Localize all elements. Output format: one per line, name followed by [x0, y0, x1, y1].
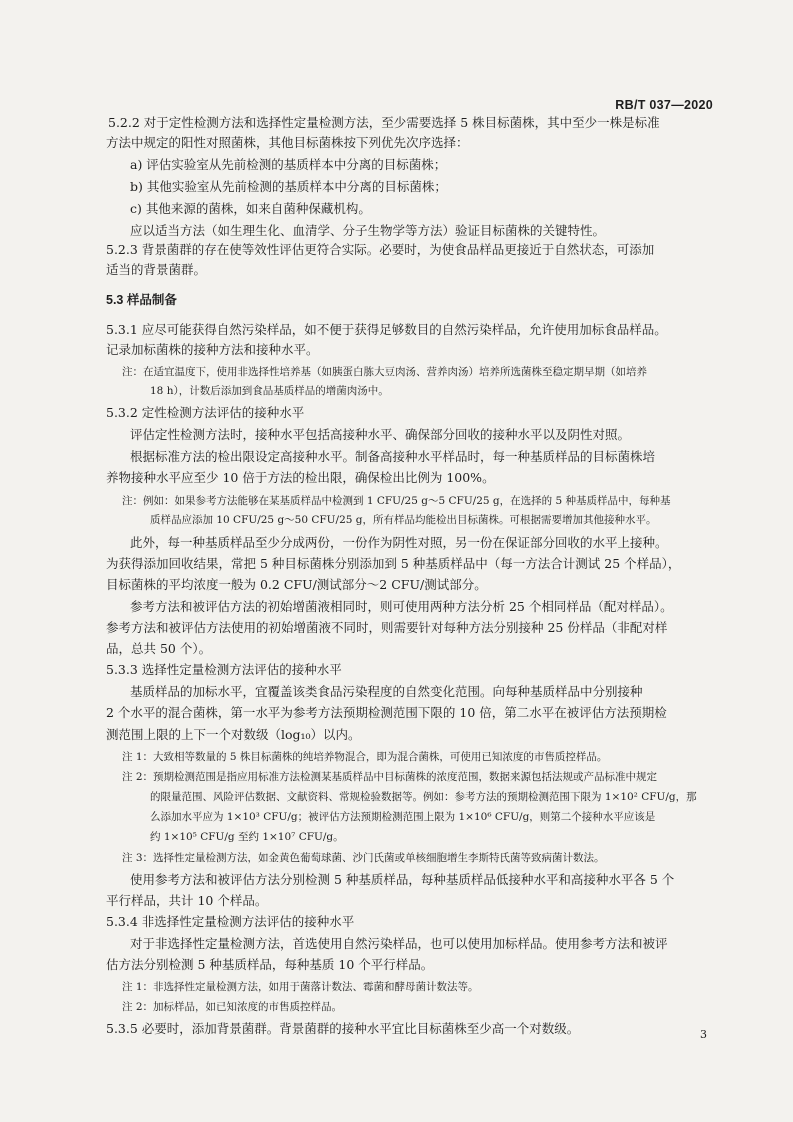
- text-line: 目标菌株的平均浓度一般为 0.2 CFU/测试部分～2 CFU/测试部分。: [106, 577, 487, 592]
- text-line: 对于非选择性定量检测方法，首选使用自然污染样品，也可以使用加标样品。使用参考方法和被评: [130, 936, 668, 951]
- note-line: 注：例如：如果参考方法能够在某基质样品中检测到 1 CFU/25 g～5 CFU/25 g，在选择的 5 种基质样品中，每种基: [122, 495, 671, 507]
- text-line: c) 其他来源的菌株，如来自菌种保藏机构。: [130, 201, 371, 216]
- text-line: 参考方法和被评估方法的初始增菌液相同时，则可使用两种方法分析 25 个相同样品（配对样品）。: [130, 599, 673, 614]
- text-line: 5.3.2 定性检测方法评估的接种水平: [106, 405, 305, 420]
- note-line: 注 2：预期检测范围是指应用标准方法检测某基质样品中目标菌株的浓度范围，数据来源包括法规或产品标准中规定: [122, 771, 658, 783]
- section-heading: 5.3 样品制备: [106, 293, 177, 307]
- text-line: b) 其他实验室从先前检测的基质样本中分离的目标菌株；: [130, 179, 447, 194]
- text-line: 记录加标菌株的接种方法和接种水平。: [106, 342, 319, 357]
- standard-header: RB/T 037—2020: [615, 98, 713, 112]
- text-line: 5.2.2 对于定性检测方法和选择性定量检测方法，至少需要选择 5 株目标菌株，其中至少一株是标准: [108, 115, 660, 130]
- note-line: 约 1×10⁵ CFU/g 至约 1×10⁷ CFU/g。: [150, 831, 344, 843]
- note-line: 18 h），计数后添加到食品基质样品的增菌肉汤中。: [150, 385, 389, 397]
- text-line: 为获得添加回收结果，常把 5 种目标菌株分别添加到 5 种基质样品中（每一方法合计测试 25 个样品），: [106, 556, 681, 571]
- text-line: 方法中规定的阳性对照菌株，其他目标菌株按下列优先次序选择：: [106, 135, 469, 150]
- text-line: 使用参考方法和被评估方法分别检测 5 种基质样品，每种基质样品低接种水平和高接种水平各 5 个: [130, 872, 675, 887]
- text-line: 5.3.3 选择性定量检测方法评估的接种水平: [106, 662, 342, 677]
- text-line: 应以适当方法（如生理生化、血清学、分子生物学等方法）验证目标菌株的关键特性。: [130, 223, 606, 238]
- text-line: 基质样品的加标水平，宜覆盖该类食品污染程度的自然变化范围。向每种基质样品中分别接种: [130, 684, 643, 699]
- text-line: 平行样品，共计 10 个样品。: [106, 893, 268, 908]
- note-line: 注：在适宜温度下，使用非选择性培养基（如胰蛋白胨大豆肉汤、营养肉汤）培养所选菌株至稳定期早期（如培养: [122, 366, 647, 378]
- text-line: 估方法分别检测 5 种基质样品，每种基质 10 个平行样品。: [106, 957, 434, 972]
- note-line: 质样品应添加 10 CFU/25 g～50 CFU/25 g，所有样品均能检出目标菌株。可根据需要增加其他接种水平。: [150, 514, 657, 526]
- text-line: 5.3.4 非选择性定量检测方法评估的接种水平: [106, 914, 355, 929]
- text-line: 养物接种水平应至少 10 倍于方法的检出限，确保检出比例为 100%。: [106, 470, 495, 485]
- text-line: 5.3.5 必要时，添加背景菌群。背景菌群的接种水平宜比目标菌株至少高一个对数级。: [106, 1021, 580, 1036]
- note-line: 注 2：加标样品，如已知浓度的市售质控样品。: [122, 1001, 343, 1013]
- page-number: 3: [700, 1028, 707, 1041]
- text-line: 品，总共 50 个）。: [106, 641, 212, 656]
- note-line: 注 1：大致相等数量的 5 株目标菌株的纯培养物混合，即为混合菌株，可使用已知浓度的市售质控样品。: [122, 751, 608, 763]
- text-line: 5.3.1 应尽可能获得自然污染样品，如不便于获得足够数目的自然污染样品，允许使用加标食品样品。: [106, 322, 667, 337]
- text-line: 测范围上限的上下一个对数级（log₁₀）以内。: [106, 727, 361, 742]
- text-line: 根据标准方法的检出限设定高接种水平。制备高接种水平样品时，每一种基质样品的目标菌株培: [130, 449, 656, 464]
- text-line: 评估定性检测方法时，接种水平包括高接种水平、确保部分回收的接种水平以及阴性对照。: [130, 427, 631, 442]
- text-line: 参考方法和被评估方法使用的初始增菌液不同时，则需要针对每种方法分别接种 25 份样品（非配对样: [106, 620, 668, 635]
- text-line: 2 个水平的混合菌株，第一水平为参考方法预期检测范围下限的 10 倍，第二水平在被评估方法预期检: [106, 705, 667, 720]
- note-line: 注 1：非选择性定量检测方法，如用于菌落计数法、霉菌和酵母菌计数法等。: [122, 981, 479, 993]
- text-line: 5.2.3 背景菌群的存在使等效性评估更符合实际。必要时，为使食品样品更接近于自然状态，可添加: [106, 242, 655, 257]
- note-line: 注 3：选择性定量检测方法，如金黄色葡萄球菌、沙门氏菌或单核细胞增生李斯特氏菌等致病菌计数法。: [122, 852, 605, 864]
- note-line: 的限量范围、风险评估数据、文献资料、常规检验数据等。例如：参考方法的预期检测范围下限为 1×10² CFU/g，那: [150, 791, 697, 803]
- note-line: 么添加水平应为 1×10³ CFU/g；被评估方法预期检测范围上限为 1×10⁶ CFU/g，则第二个接种水平应该是: [150, 811, 656, 823]
- text-line: 适当的背景菌群。: [106, 262, 207, 277]
- text-line: 此外，每一种基质样品至少分成两份，一份作为阴性对照，另一份在保证部分回收的水平上接种。: [130, 535, 668, 550]
- text-line: a) 评估实验室从先前检测的基质样本中分离的目标菌株；: [130, 157, 447, 172]
